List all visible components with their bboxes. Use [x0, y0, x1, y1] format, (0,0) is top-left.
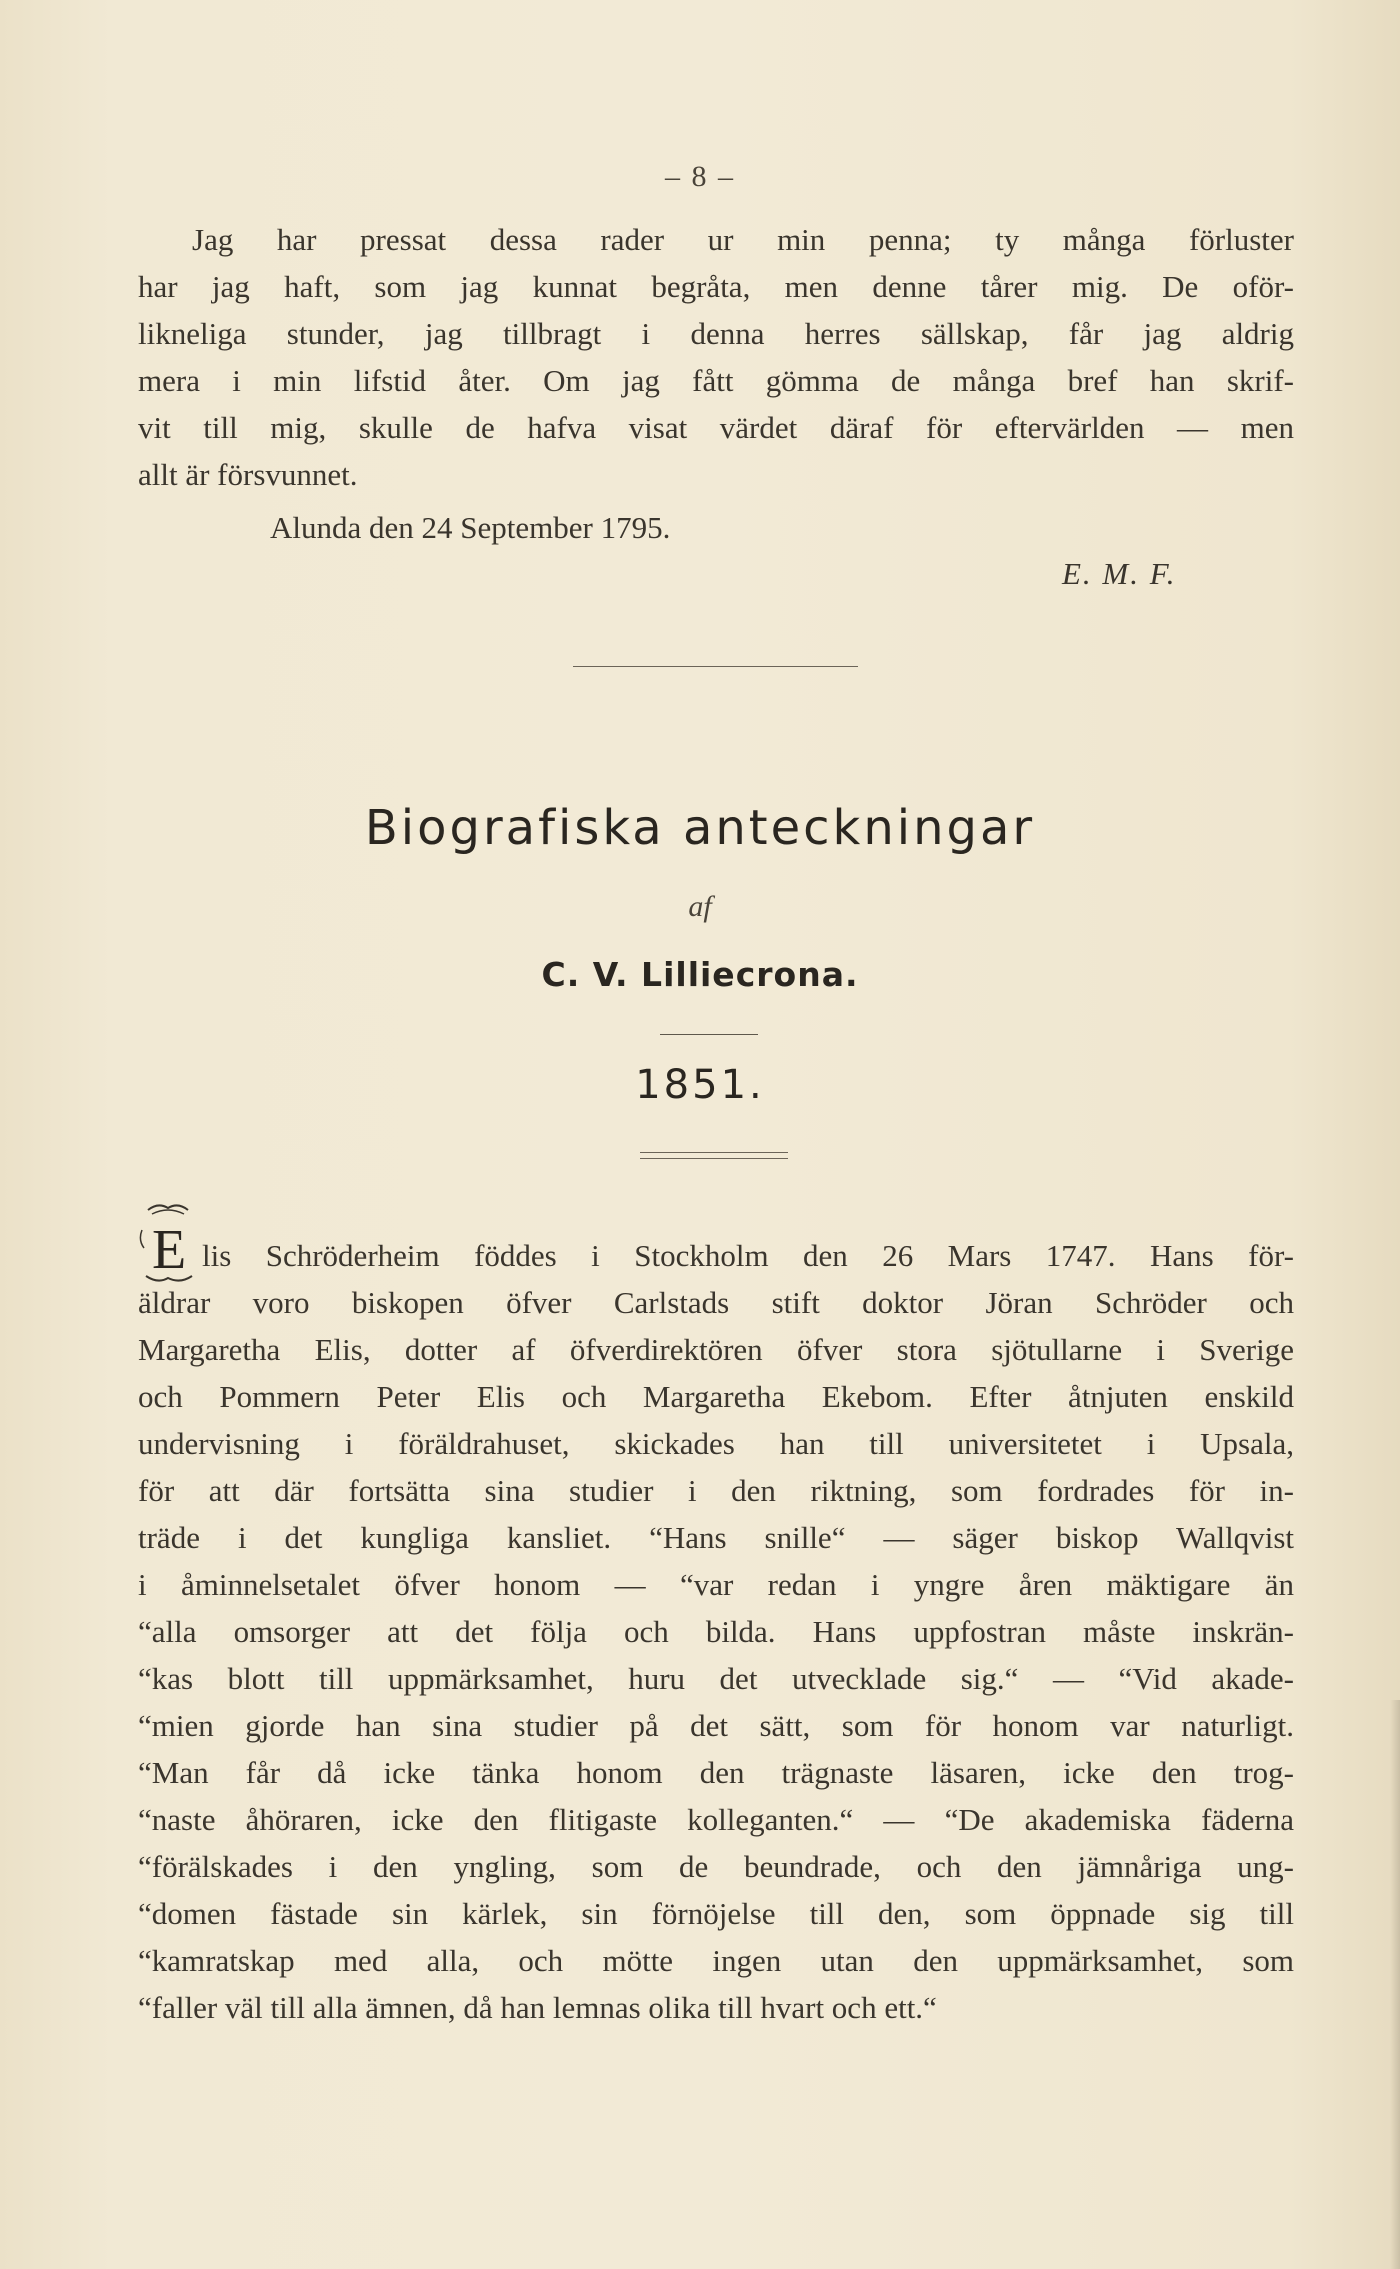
- text-line: Margaretha Elis, dotter af öfverdirektören öfver stora sjötullarne i Sverige: [138, 1332, 1294, 1367]
- section-title: Biografiska anteckningar: [364, 800, 1036, 856]
- section-author: C. V. Lilliecrona.: [541, 955, 859, 994]
- text-line: Jag har pressat dessa rader ur min penna; ty många förluster: [192, 222, 1294, 257]
- text-line: “alla omsorger att det följa och bilda. Hans uppfostran måste inskrän-: [138, 1614, 1294, 1649]
- text-line: “kamratskap med alla, och mötte ingen utan den uppmärksamhet, som: [138, 1943, 1294, 1978]
- text-line: mera i min lifstid åter. Om jag fått gömma de många bref han skrif-: [138, 363, 1294, 398]
- text-line: “förälskades i den yngling, som de beundrade, och den jämnåriga ung-: [138, 1849, 1294, 1884]
- text-line: “kas blott till uppmärksamhet, huru det utvecklade sig.“ — “Vid akade-: [138, 1661, 1294, 1696]
- letter-signature: E. M. F.: [1062, 556, 1177, 591]
- section-divider: [573, 666, 858, 667]
- author-divider: [660, 1034, 758, 1035]
- section-year: 1851.: [635, 1062, 765, 1108]
- letter-paragraph: [138, 216, 1294, 498]
- text-line: likneliga stunder, jag tillbragt i denna herres sällskap, får jag aldrig: [138, 316, 1294, 351]
- page-edge-shadow: [1390, 1700, 1400, 2269]
- text-line: för att där fortsätta sina studier i den riktning, som fordrades för in-: [138, 1473, 1294, 1508]
- drop-cap-letter: E: [152, 1219, 187, 1281]
- text-line: “faller väl till alla ämnen, då han lemnas olika till hvart och ett.“: [138, 1990, 937, 2025]
- biography-paragraph: [138, 1232, 1294, 2031]
- text-line: “naste åhöraren, icke den flitigaste kolleganten.“ — “De akademiska fäderna: [138, 1802, 1294, 1837]
- text-line: allt är försvunnet.: [138, 457, 358, 492]
- text-line: “mien gjorde han sina studier på det sätt, som för honom var naturligt.: [138, 1708, 1294, 1743]
- text-line: äldrar voro biskopen öfver Carlstads stift doktor Jöran Schröder och: [138, 1285, 1294, 1320]
- text-line: träde i det kungliga kansliet. “Hans snille“ — säger biskop Wallqvist: [138, 1520, 1294, 1555]
- text-line: undervisning i föräldrahuset, skickades han till universitetet i Upsala,: [138, 1426, 1294, 1461]
- text-line: i åminnelsetalet öfver honom — “var redan i yngre åren mäktigare än: [138, 1567, 1294, 1602]
- double-rule-divider: [640, 1152, 788, 1159]
- text-line: vit till mig, skulle de hafva visat värdet däraf för eftervärlden — men: [138, 410, 1294, 445]
- text-line: har jag haft, som jag kunnat begråta, men denne tårer mig. De oför-: [138, 269, 1294, 304]
- byline-prefix: af: [688, 890, 712, 923]
- letter-dateline: Alunda den 24 September 1795.: [270, 510, 671, 545]
- text-line: lis Schröderheim föddes i Stockholm den 26 Mars 1747. Hans för-: [202, 1238, 1294, 1273]
- text-line: och Pommern Peter Elis och Margaretha Ekebom. Efter åtnjuten enskild: [138, 1379, 1294, 1414]
- text-line: “Man får då icke tänka honom den trägnaste läsaren, icke den trog-: [138, 1755, 1294, 1790]
- page-number: – 8 –: [665, 160, 735, 193]
- text-line: “domen fästade sin kärlek, sin förnöjelse till den, som öppnade sig till: [138, 1896, 1294, 1931]
